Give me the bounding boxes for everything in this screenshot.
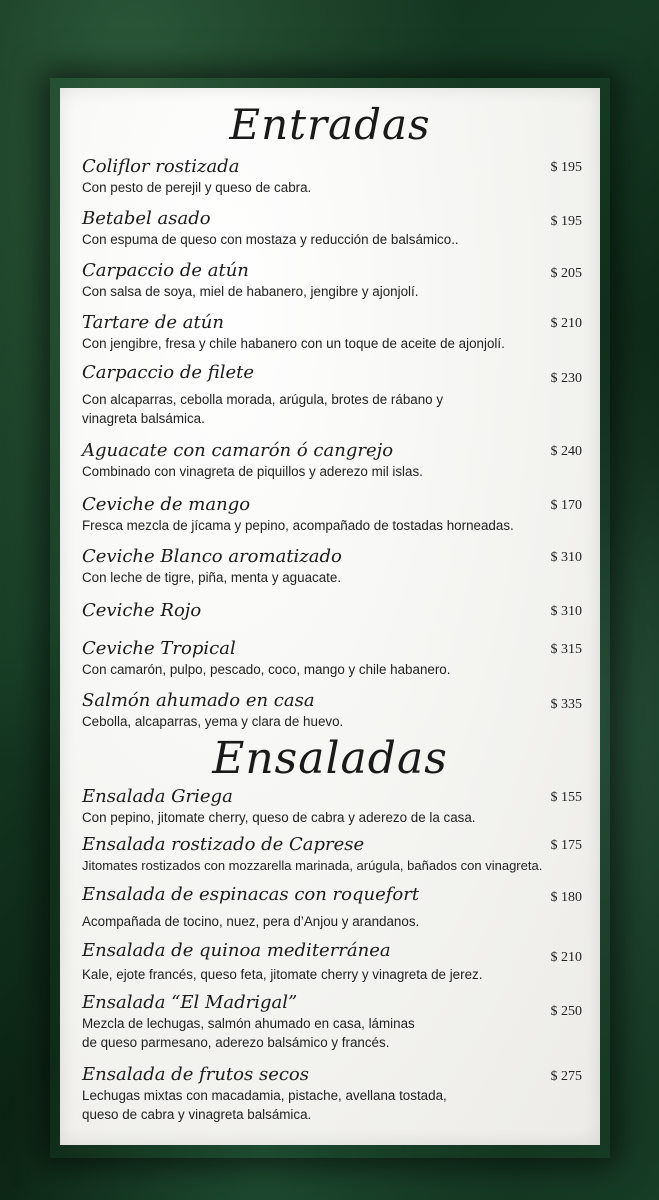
item-description: Con jengibre, fresa y chile habanero con un toque de aceite de ajonjolí.	[82, 336, 505, 351]
item-name: Aguacate con camarón ó cangrejo	[82, 440, 394, 461]
item-description: Con pesto de perejil y queso de cabra.	[82, 180, 312, 195]
item-price: $ 315	[550, 642, 582, 657]
item-price: $ 210	[550, 316, 582, 331]
item-name: Ceviche Tropical	[82, 638, 236, 659]
item-price: $ 335	[550, 697, 582, 712]
menu-item	[82, 546, 582, 587]
item-price: $ 180	[550, 890, 582, 905]
item-description: Acompañada de tocino, nuez, pera d’Anjou y arandanos.	[82, 914, 420, 929]
item-name: Ensalada de quinoa mediterránea	[82, 940, 391, 961]
item-description: Con salsa de soya, miel de habanero, jengibre y ajonjolí.	[82, 284, 419, 299]
item-description: Con camarón, pulpo, pescado, coco, mango y chile habanero.	[82, 662, 451, 677]
item-price: $ 205	[550, 266, 582, 281]
menu-paper	[60, 88, 600, 1145]
item-description: Mezcla de lechugas, salmón ahumado en casa, láminas	[82, 1016, 415, 1031]
item-price: $ 210	[550, 950, 582, 965]
item-price: $ 170	[550, 498, 582, 513]
item-description-line2: vinagreta balsámica.	[82, 411, 205, 426]
menu-item	[82, 156, 582, 197]
item-name: Coliflor rostizada	[82, 156, 240, 177]
menu-item	[82, 638, 582, 679]
item-description: Con espuma de queso con mostaza y reducción de balsámico..	[82, 232, 459, 247]
item-price: $ 230	[550, 371, 582, 386]
item-description: Fresca mezcla de jícama y pepino, acompañado de tostadas horneadas.	[82, 518, 514, 533]
item-name: Carpaccio de filete	[82, 362, 255, 383]
item-description: Jitomates rostizados con mozzarella marinada, arúgula, bañados con vinagreta.	[82, 858, 543, 873]
menu-item	[82, 362, 582, 428]
menu-item	[82, 208, 582, 249]
item-name: Ensalada rostizado de Caprese	[82, 834, 365, 855]
item-name: Ensalada de espinacas con roquefort	[82, 884, 420, 905]
item-price: $ 275	[550, 1069, 582, 1084]
menu-item	[82, 940, 582, 984]
menu-item	[82, 1064, 582, 1124]
item-price: $ 195	[550, 214, 582, 229]
item-price: $ 310	[550, 550, 582, 565]
menu-item	[82, 312, 582, 353]
item-name: Ensalada Griega	[82, 786, 233, 807]
item-description: Kale, ejote francés, queso feta, jitomate cherry y vinagreta de jerez.	[82, 967, 483, 982]
menu-item	[82, 440, 582, 481]
item-description: Lechugas mixtas con macadamia, pistache, avellana tostada,	[82, 1088, 447, 1103]
item-price: $ 195	[550, 160, 582, 175]
item-description: Con pepino, jitomate cherry, queso de cabra y aderezo de la casa.	[82, 810, 476, 825]
item-name: Tartare de atún	[82, 312, 224, 333]
item-description: Con alcaparras, cebolla morada, arúgula, brotes de rábano y	[82, 392, 444, 407]
menu-item	[82, 600, 582, 622]
item-name: Ensalada de frutos secos	[82, 1064, 309, 1085]
menu-item	[82, 690, 582, 731]
item-price: $ 250	[550, 1004, 582, 1019]
item-name: Ceviche Blanco aromatizado	[82, 546, 342, 567]
menu-item	[82, 494, 582, 535]
item-description-line2: queso de cabra y vinagreta balsámica.	[82, 1107, 312, 1122]
item-description: Con leche de tigre, piña, menta y aguacate.	[82, 570, 342, 585]
menu-item	[82, 992, 582, 1052]
item-price: $ 310	[550, 604, 582, 619]
item-name: Salmón ahumado en casa	[82, 690, 315, 711]
item-name: Ensalada “El Madrigal”	[82, 992, 298, 1013]
item-price: $ 240	[550, 444, 582, 459]
item-description-line2: de queso parmesano, aderezo balsámico y francés.	[82, 1035, 390, 1050]
menu-item	[82, 834, 582, 875]
section-title-ensaladas: Ensaladas	[212, 733, 448, 784]
item-name: Carpaccio de atún	[82, 260, 249, 281]
item-name: Ceviche de mango	[82, 494, 251, 515]
section-title-entradas: Entradas	[229, 100, 431, 149]
item-price: $ 175	[550, 838, 582, 853]
item-name: Ceviche Rojo	[82, 600, 202, 621]
item-price: $ 155	[550, 790, 582, 805]
menu-item	[82, 786, 582, 827]
menu-item	[82, 884, 582, 931]
item-name: Betabel asado	[82, 208, 211, 229]
item-description: Combinado con vinagreta de piquillos y aderezo mil islas.	[82, 464, 423, 479]
item-description: Cebolla, alcaparras, yema y clara de huevo.	[82, 714, 344, 729]
menu-item	[82, 260, 582, 301]
